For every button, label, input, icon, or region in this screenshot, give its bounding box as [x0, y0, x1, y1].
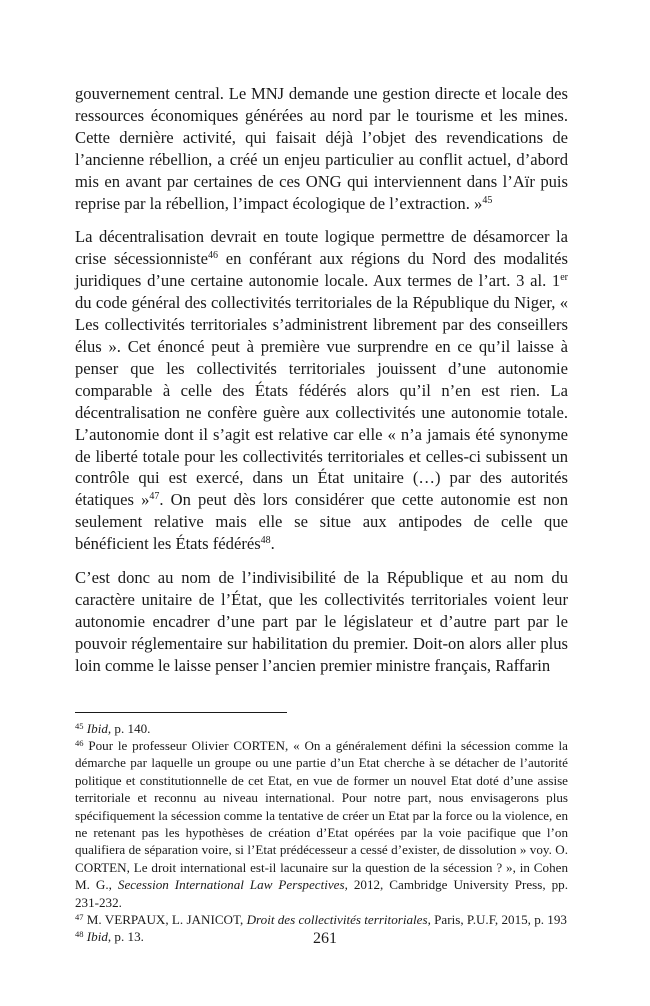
footnotes: [75, 720, 568, 946]
paragraph-text: . On peut dès lors considérer que cette autonomie est non seulement relative mais elle se situe aux antipodes de celle que bénéficient les États fédérés: [75, 490, 568, 554]
paragraph-text: gouvernement central. Le MNJ demande une gestion directe et locale des ressources économiques générées au nord par le tourisme et les mines. Cette dernière activité, qui faisait déjà l’objet des revendications de l’ancienne rébellion, a créé un enjeu particulier au conflit actuel, d’abord mis en avant par certaines de ces ONG qui interviennent dans l’Aïr puis reprise par la rébellion, l’impact écologique de l’extraction. »: [75, 84, 568, 213]
footnote-separator: [75, 712, 287, 713]
footnote-reference[interactable]: 47: [149, 491, 160, 503]
footnote-reference[interactable]: 45: [482, 194, 493, 206]
paragraph: [75, 83, 568, 214]
footnote-text: Pour le professeur Olivier CORTEN, « On a généralement défini la sécession comme la démarche par laquelle un groupe ou une partie d’un Etat cherche à se détacher de l’autorité politique et constitutionnelle de cet Etat, en vue de former un nouvel Etat doté d’une assise territoriale et reconnu au niveau international. Pour notre part, nous envisagerons plus spécifiquement la sécession comme la tentative de créer un Etat par la force ou la violence, en ne retenant pas les hypothèses de création d’Etat opérées par la voie pacifique que l’on qualifiera de séparation voire, si l’Etat prédécesseur a cessé d’exister, de dissolution » voy. O. CORTEN, Le droit international est-il lacunaire sur la question de la sécession ? », in Cohen M. G.,: [75, 737, 568, 893]
paragraph-text: C’est donc au nom de l’indivisibilité de la République et au nom du caractère unitaire de l’État, que les collectivités territoriales voient leur autonomie encadrer d’une part par le législateur et d’autre part par le pouvoir réglementaire sur habilitation du premier. Doit-on alors aller plus loin comme le laisse penser l’ancien premier ministre français, Raffarin: [75, 568, 568, 675]
body-text: [75, 83, 568, 677]
page-number: 261: [313, 930, 337, 947]
footnote-title: Droit des collectivités territoriales,: [246, 912, 431, 928]
paragraph-text: du code général des collectivités territoriales de la République du Niger, « Les collectivités territoriales s’administrent librement par des conseillers élus ». Cet énoncé peut à première vue surprendre en ce qu’il laisse à penser que les collectivités territoriales jouissent d’une autonomie comparable à celle des États fédérés alors qu’il n’en est rien. La décentralisation ne confère guère aux collectivités une autonomie totale. L’autonomie dont il s’agit est relative car elle « n’a jamais été synonyme de liberté totale pour les collectivités territoriales et celles-ci subissent un contrôle qui est exercé, dans un État unitaire (…) par des autorités étatiques »: [75, 293, 568, 510]
footnote-reference[interactable]: er: [560, 272, 568, 284]
footnote: [75, 737, 568, 911]
paragraph: [75, 567, 568, 677]
footnote-number: 46: [75, 737, 84, 748]
paragraph-text: La décentralisation devrait en toute logique permettre de désamorcer la crise sécessionniste: [75, 227, 568, 269]
footnote-number: 47: [75, 912, 84, 923]
footnote-text: p. 140.: [111, 720, 151, 736]
paragraph-text: .: [270, 534, 275, 554]
footnote-text: , p. 13.: [107, 929, 144, 945]
footnote-number: 45: [75, 720, 84, 731]
paragraph: [75, 226, 568, 555]
footnote-text: Paris, P.U.F, 2015, p. 193: [430, 912, 567, 928]
footnote-text: 2012, Cambridge University Press, pp. 231-232.: [75, 877, 568, 910]
footnote: [75, 720, 568, 737]
footnote-reference[interactable]: 46: [208, 250, 219, 262]
paragraph-text: en conférant aux régions du Nord des modalités juridiques d’une certaine autonomie locale. Aux termes de l’art. 3 al. 1: [75, 249, 568, 291]
footnote: [75, 911, 568, 928]
footnote-number: 48: [75, 929, 84, 940]
footnote-title: Secession International Law Perspectives,: [117, 877, 348, 893]
footnote-text: M. VERPAUX, L. JANICOT,: [86, 912, 247, 928]
footnote-reference[interactable]: 48: [260, 535, 271, 547]
footnote-title: Ibid: [86, 929, 108, 945]
page-body: [75, 83, 568, 946]
footnote-title: Ibid,: [86, 720, 112, 736]
